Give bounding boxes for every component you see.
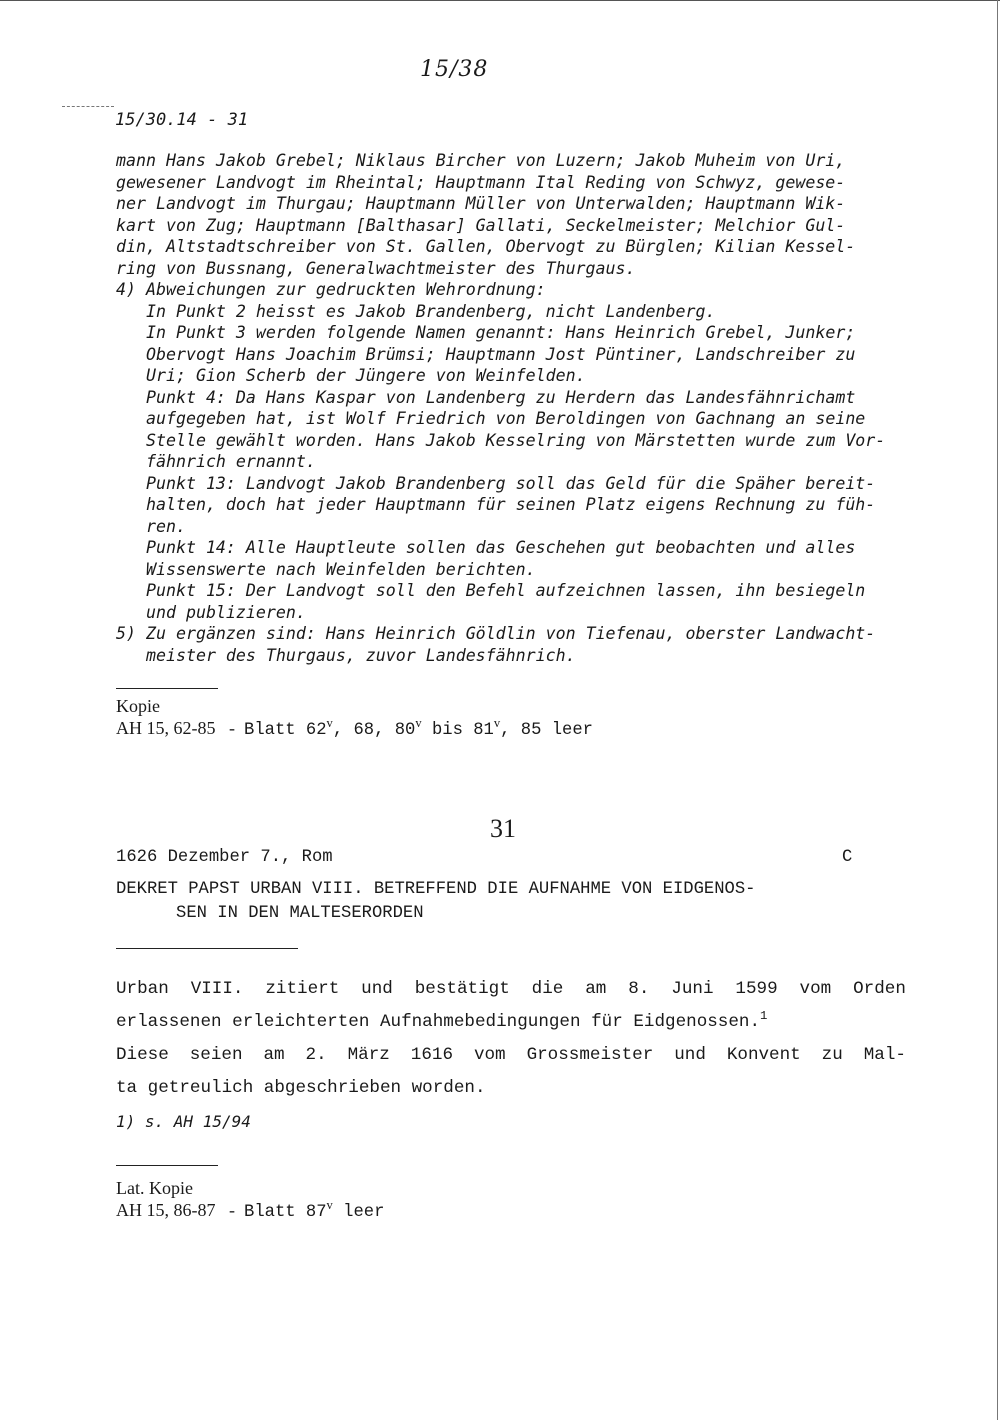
source1-mid: , 68, 80 bbox=[332, 721, 416, 740]
source1-end: , 85 leer bbox=[500, 721, 593, 740]
text-line: mann Hans Jakob Grebel; Niklaus Bircher von Luzern; Jakob Muheim von Uri, bbox=[116, 151, 846, 170]
text-line: und publizieren. bbox=[146, 602, 306, 622]
summary-line-1 bbox=[116, 973, 906, 1006]
word: vom bbox=[799, 979, 832, 999]
source1-line bbox=[116, 718, 593, 740]
text-line: ring von Bussnang, Generalwachtmeister des Thurgaus. bbox=[116, 258, 636, 278]
word: am bbox=[585, 979, 607, 999]
word: 1616 bbox=[410, 1045, 453, 1065]
source-rule-1 bbox=[116, 688, 218, 689]
word: die bbox=[531, 979, 564, 999]
item-4-number: 4) bbox=[116, 280, 136, 299]
word: 1599 bbox=[735, 979, 778, 999]
text-line: halten, doch hat jeder Hauptmann für seinen Platz eigens Rechnung zu füh- bbox=[146, 495, 876, 514]
word: seien bbox=[189, 1045, 243, 1065]
text-line: Abweichungen zur gedruckten Wehrordnung: bbox=[146, 280, 546, 299]
verso-mark: v bbox=[493, 716, 501, 730]
date-place: 1626 Dezember 7., Rom bbox=[116, 848, 333, 867]
word: Urban bbox=[116, 979, 169, 999]
source2-dash: - bbox=[229, 1200, 235, 1220]
summary-line-4: ta getreulich abgeschrieben worden. bbox=[116, 1078, 486, 1098]
source1-dash: - bbox=[229, 718, 235, 738]
word: März bbox=[347, 1045, 390, 1065]
word: Orden bbox=[853, 979, 906, 999]
word: bestätigt bbox=[414, 979, 510, 999]
text-line: Stelle gewählt worden. Hans Jakob Kesselring von Märstetten wurde zum Vor- bbox=[146, 430, 886, 450]
source1-bis: bis 81 bbox=[421, 721, 494, 740]
source1-label: Kopie bbox=[116, 696, 160, 716]
word: und bbox=[674, 1045, 706, 1065]
scan-right-edge bbox=[997, 0, 998, 1420]
title-rule bbox=[116, 948, 298, 949]
document-number: 31 bbox=[490, 814, 516, 843]
word: Konvent bbox=[726, 1045, 801, 1065]
text-line: Punkt 4: Da Hans Kaspar von Landenberg zu Herdern das Landesfähnrichamt bbox=[146, 387, 856, 407]
text-line: gewesener Landvogt im Rheintal; Hauptmann Ital Reding von Schwyz, gewese- bbox=[116, 172, 846, 192]
item-4 bbox=[116, 279, 906, 623]
continuation-text bbox=[116, 150, 906, 666]
item-5-number: 5) bbox=[116, 624, 136, 643]
verso-mark: v bbox=[326, 1198, 333, 1212]
item-5 bbox=[116, 623, 906, 666]
word: und bbox=[361, 979, 393, 999]
word: zitiert bbox=[265, 979, 340, 999]
text-line: fähnrich ernannt. bbox=[146, 452, 316, 471]
text-line: kart von Zug; Hauptmann [Balthasar] Gallati, Seckelmeister; Melchior Gul- bbox=[116, 215, 846, 235]
text-line: ner Landvogt im Thurgau; Hauptmann Müller von Unterwalden; Hauptmann Wik- bbox=[116, 194, 846, 213]
word: Diese bbox=[116, 1045, 169, 1065]
summary-text bbox=[116, 973, 906, 1105]
word: Mal- bbox=[863, 1045, 906, 1065]
word: Juni bbox=[671, 979, 714, 999]
summary-line-3 bbox=[116, 1039, 906, 1072]
word: vom bbox=[473, 1045, 506, 1065]
source1-blatt: Blatt 62 bbox=[244, 721, 327, 740]
verso-mark: v bbox=[415, 716, 422, 730]
text-line: Punkt 15: Der Landvogt soll den Befehl aufzeichnen lassen, ihn besiegeln bbox=[146, 581, 866, 600]
text-line: Uri; Gion Scherb der Jüngere von Weinfelden. bbox=[146, 366, 586, 385]
scan-top-edge bbox=[0, 0, 1000, 1]
source2-end: leer bbox=[332, 1203, 385, 1222]
pencil-dash bbox=[62, 106, 114, 107]
source2-ref: AH 15, 86-87 bbox=[116, 1200, 216, 1220]
page-reference: 15/30.14 - 31 bbox=[115, 110, 249, 130]
text-line: aufgegeben hat, ist Wolf Friedrich von Beroldingen von Gachnang an seine bbox=[146, 409, 866, 428]
paragraph-names bbox=[116, 150, 906, 279]
text-line: In Punkt 2 heisst es Jakob Brandenberg, nicht Landenberg. bbox=[146, 301, 716, 321]
word: VIII. bbox=[190, 979, 244, 999]
word: 2. bbox=[305, 1045, 327, 1065]
document-category-letter: C bbox=[842, 848, 853, 867]
text-line: Punkt 14: Alle Hauptleute sollen das Geschehen gut beobachten und alles bbox=[146, 538, 856, 557]
source1-ref: AH 15, 62-85 bbox=[116, 718, 216, 738]
word: am bbox=[263, 1045, 285, 1065]
word: Grossmeister bbox=[526, 1045, 654, 1065]
source-rule-2 bbox=[116, 1165, 218, 1166]
item-4-lines bbox=[146, 279, 906, 623]
word: zu bbox=[821, 1045, 843, 1065]
footnote: 1) s. AH 15/94 bbox=[116, 1112, 251, 1131]
summary-line-2 bbox=[116, 1006, 906, 1039]
source2-blatt: Blatt 87 bbox=[244, 1203, 327, 1222]
verso-mark: v bbox=[326, 716, 333, 730]
text-line: Zu ergänzen sind: Hans Heinrich Göldlin von Tiefenau, oberster Landwacht- bbox=[146, 624, 876, 643]
handwritten-folio: 15/38 bbox=[420, 57, 489, 82]
text-line: din, Altstadtschreiber von St. Gallen, Obervogt zu Bürglen; Kilian Kessel- bbox=[116, 237, 856, 256]
text-line: meister des Thurgaus, zuvor Landesfähnrich. bbox=[146, 645, 576, 665]
text-line: Wissenswerte nach Weinfelden berichten. bbox=[146, 559, 536, 579]
summary-line-2-text: erlassenen erleichterten Aufnahmebedingungen für Eidgenossen. bbox=[116, 1012, 761, 1032]
title-line-1: DEKRET PAPST URBAN VIII. BETREFFEND DIE AUFNAHME VON EIDGENOS- bbox=[116, 880, 756, 899]
document-title bbox=[116, 878, 896, 926]
word: 8. bbox=[628, 979, 650, 999]
title-line-2: SEN IN DEN MALTESERORDEN bbox=[176, 904, 424, 923]
source2-label: Lat. Kopie bbox=[116, 1178, 193, 1198]
footnote-ref: 1 bbox=[760, 1009, 768, 1024]
text-line: In Punkt 3 werden folgende Namen genannt: Hans Heinrich Grebel, Junker; bbox=[146, 323, 856, 342]
text-line: Obervogt Hans Joachim Brümsi; Hauptmann Jost Püntiner, Landschreiber zu bbox=[146, 344, 856, 364]
text-line: ren. bbox=[146, 516, 186, 536]
item-5-lines bbox=[146, 623, 906, 666]
text-line: Punkt 13: Landvogt Jakob Brandenberg soll das Geld für die Späher bereit- bbox=[146, 473, 876, 493]
source2-line bbox=[116, 1200, 384, 1222]
